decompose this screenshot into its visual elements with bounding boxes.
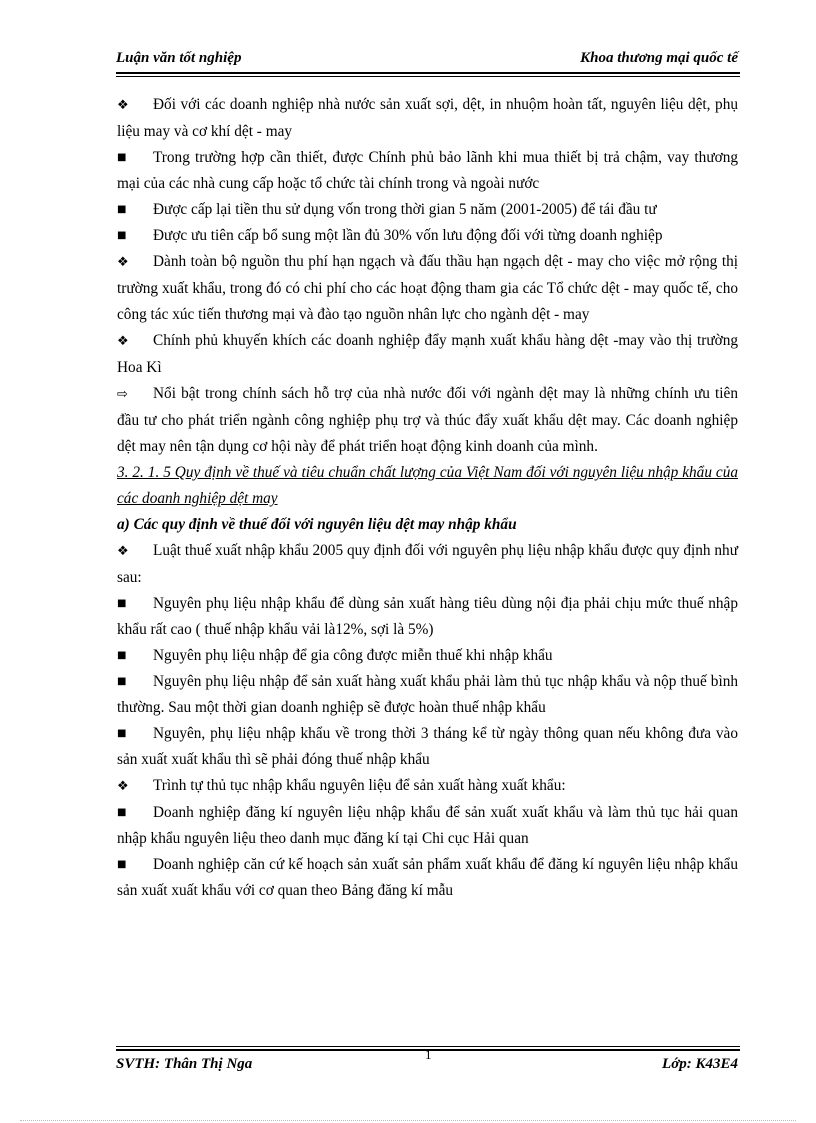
footer-class: Lớp: K43E4 [662, 1056, 738, 1072]
header-rule [116, 72, 740, 77]
paragraph-text: Nguyên, phụ liệu nhập khẩu về trong thời 3 tháng kể từ ngày thông quan nếu không đưa vào sản xuất xuất khẩu thì sẽ phải đóng thuế nhập khẩu [117, 725, 738, 768]
section-heading: 3. 2. 1. 5 Quy định về thuế và tiêu chuẩn chất lượng của Việt Nam đối với nguyên liệu nhập khẩu của các doanh nghiệp dệt may [117, 464, 738, 507]
paragraph [117, 591, 738, 643]
paragraph-text: Nguyên phụ liệu nhập để gia công được miễn thuế khi nhập khẩu [153, 647, 553, 664]
paragraph-text: Trình tự thủ tục nhập khẩu nguyên liệu để sản xuất hàng xuất khẩu: [153, 777, 566, 794]
paragraph [117, 538, 738, 591]
paragraph [117, 669, 738, 721]
paragraph-text: Luật thuế xuất nhập khẩu 2005 quy định đối với nguyên phụ liệu nhập khẩu được quy định như sau: [117, 542, 738, 586]
paragraph [117, 773, 738, 800]
paragraph-text: Chính phủ khuyến khích các doanh nghiệp đẩy mạnh xuất khẩu hàng dệt -may vào thị trường Hoa Kì [117, 332, 738, 376]
diamond-bullet-icon: ❖ [117, 334, 129, 349]
arrow-bullet-icon: ⇨ [117, 387, 128, 402]
footer-student: SVTH: Thân Thị Nga [116, 1056, 253, 1072]
paragraph [117, 249, 738, 328]
paragraph-text: Doanh nghiệp căn cứ kế hoạch sản xuất sản phẩm xuất khẩu để đăng kí nguyên liệu nhập khẩu sản xuất xuất khẩu với cơ quan theo Bảng đăng kí mẫu [117, 856, 738, 899]
header-faculty: Khoa thương mại quốc tế [580, 50, 738, 66]
page-edge-dots [20, 1120, 796, 1121]
paragraph [117, 852, 738, 904]
paragraph [117, 92, 738, 145]
square-bullet-icon: ■ [117, 230, 127, 241]
paragraph-text: Nổi bật trong chính sách hỗ trợ của nhà nước đối với ngành dệt may là những chính ưu tiên đầu tư cho phát triển ngành công nghiệp phụ trợ và thúc đẩy xuất khẩu dệt may. Các doanh nghiệp dệt may nên tận dụng cơ hội này để phát triển hoạt động kinh doanh của mình. [117, 385, 738, 455]
paragraph [117, 145, 738, 197]
paragraph-text: Doanh nghiệp đăng kí nguyên liệu nhập khẩu để sản xuất xuất khẩu và làm thủ tục hải quan nhập khẩu nguyên liệu theo danh mục đăng kí tại Chi cục Hải quan [117, 804, 738, 847]
header-thesis-title: Luận văn tốt nghiệp [116, 50, 242, 66]
paragraph [117, 721, 738, 773]
paragraph-text: Nguyên phụ liệu nhập khẩu để dùng sản xuất hàng tiêu dùng nội địa phải chịu mức thuế nhập khẩu rất cao ( thuế nhập khẩu vải là12%, sợi là 5%) [117, 595, 738, 638]
square-bullet-icon: ■ [117, 152, 127, 163]
subheading: a) Các quy định về thuế đối với nguyên liệu dệt may nhập khẩu [117, 516, 517, 533]
paragraph [117, 223, 738, 249]
diamond-bullet-icon: ❖ [117, 544, 129, 559]
page-body [117, 92, 738, 904]
square-bullet-icon: ■ [117, 807, 127, 818]
square-bullet-icon: ■ [117, 859, 127, 870]
diamond-bullet-icon: ❖ [117, 779, 129, 794]
paragraph-text: Được ưu tiên cấp bổ sung một lần đủ 30% vốn lưu động đối với từng doanh nghiệp [153, 227, 663, 244]
paragraph-group-policies [117, 92, 738, 460]
paragraph [117, 800, 738, 852]
square-bullet-icon: ■ [117, 650, 127, 661]
diamond-bullet-icon: ❖ [117, 98, 129, 113]
paragraph-text: Nguyên phụ liệu nhập để sản xuất hàng xuất khẩu phải làm thủ tục nhập khẩu và nộp thuế bình thường. Sau một thời gian doanh nghiệp sẽ được hoàn thuế nhập khẩu [117, 673, 738, 716]
diamond-bullet-icon: ❖ [117, 255, 129, 270]
paragraph-text: Trong trường hợp cần thiết, được Chính phủ bảo lãnh khi mua thiết bị trả chậm, vay thương mại của các nhà cung cấp hoặc tổ chức tài chính trong và ngoài nước [117, 149, 738, 192]
paragraph [117, 328, 738, 381]
square-bullet-icon: ■ [117, 598, 127, 609]
paragraph [117, 643, 738, 669]
square-bullet-icon: ■ [117, 728, 127, 739]
paragraph-text: Đối với các doanh nghiệp nhà nước sản xuất sợi, dệt, in nhuộm hoàn tất, nguyên liệu dệt, phụ liệu may và cơ khí dệt - may [117, 96, 738, 140]
page-footer [116, 1056, 738, 1078]
paragraph [117, 197, 738, 223]
paragraph-group-tax-rules [117, 538, 738, 904]
paragraph-text: Được cấp lại tiền thu sử dụng vốn trong thời gian 5 năm (2001-2005) để tái đầu tư [153, 201, 657, 218]
paragraph [117, 381, 738, 460]
page-number: 1 [425, 1047, 432, 1062]
square-bullet-icon: ■ [117, 204, 127, 215]
page-header [116, 46, 738, 72]
paragraph-text: Dành toàn bộ nguồn thu phí hạn ngạch và đấu thầu hạn ngạch dệt - may cho việc mở rộng thị trường xuất khẩu, trong đó có chi phí cho các hoạt động tham gia các Tổ chức dệt - may quốc tế, cho công tác xúc tiến thương mại và đào tạo nguồn nhân lực cho ngành dệt - may [117, 253, 738, 323]
square-bullet-icon: ■ [117, 676, 127, 687]
